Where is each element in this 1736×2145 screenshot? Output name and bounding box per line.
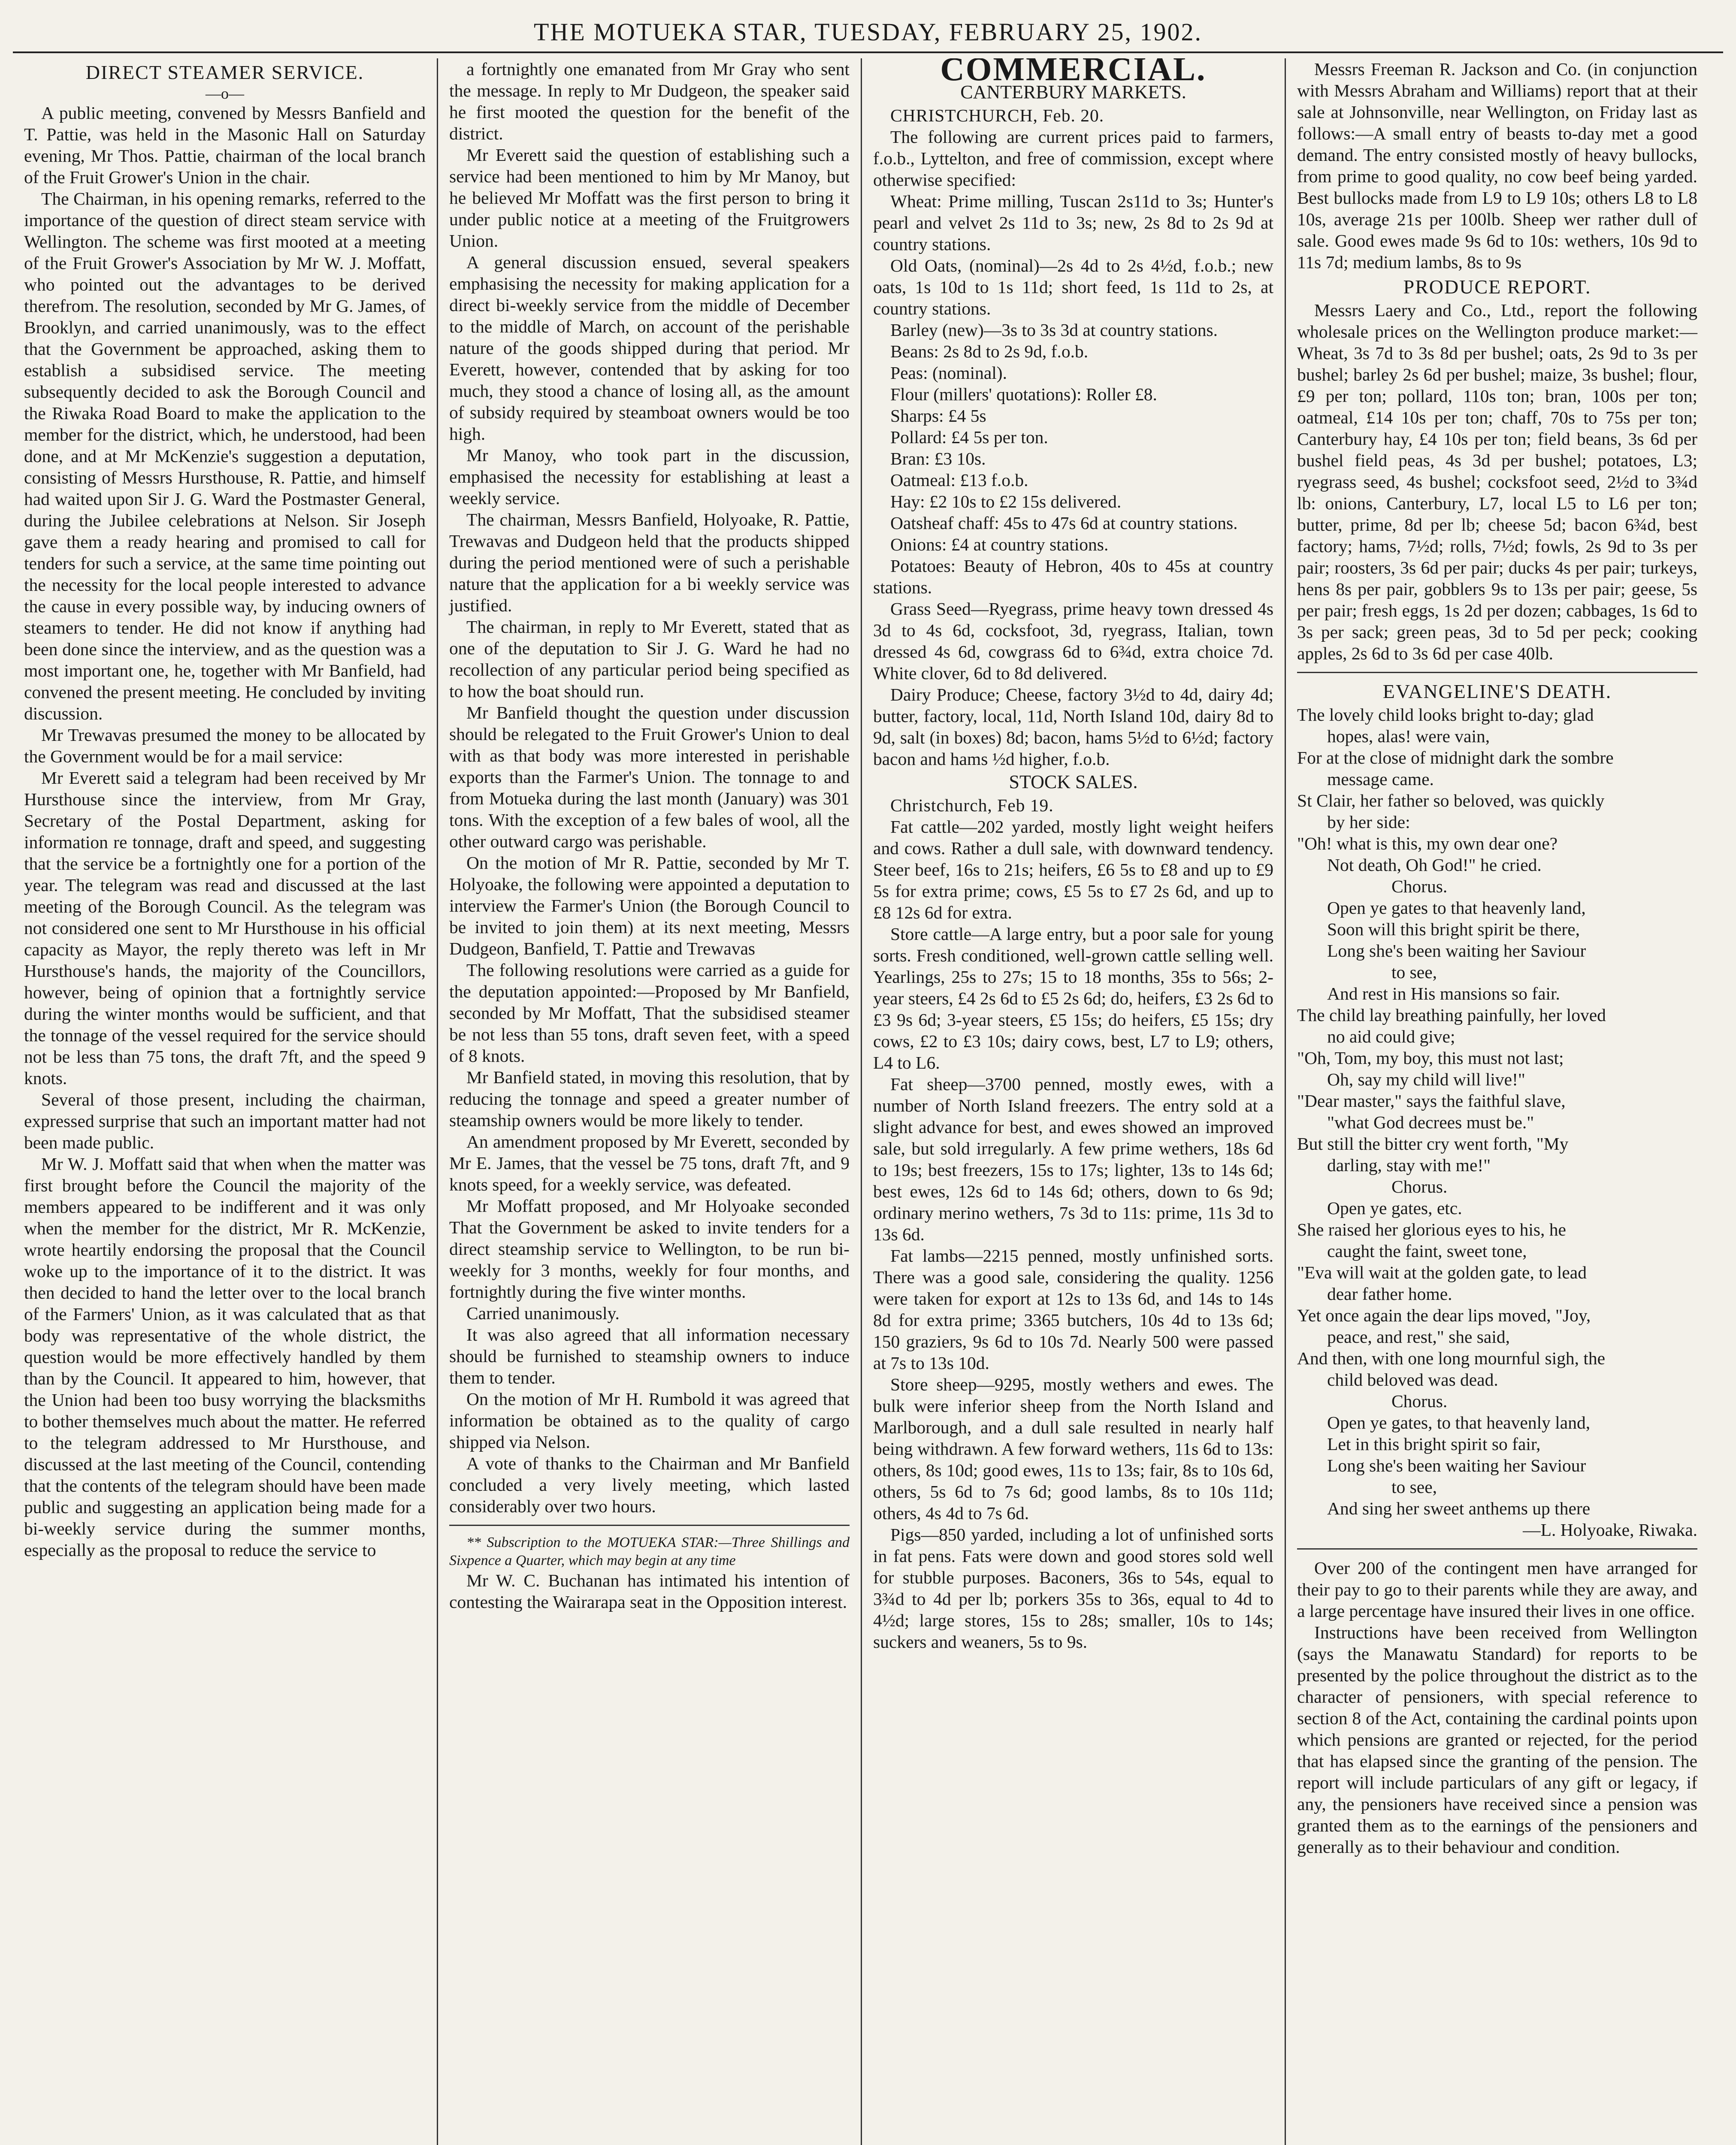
stock-sales-heading: STOCK SALES. bbox=[1009, 771, 1138, 792]
poem-line: Soon will this bright spirit be there, bbox=[1327, 919, 1580, 939]
poem-line: Yet once again the dear lips moved, "Joy, bbox=[1297, 1305, 1591, 1325]
ornament: —o— bbox=[206, 85, 244, 102]
paragraph: Peas: (nominal). bbox=[890, 363, 1007, 383]
divider bbox=[1297, 672, 1697, 673]
paragraph: A vote of thanks to the Chairman and Mr Banfield concluded a very lively meeting, which lasted considerably over two hours. bbox=[449, 1453, 850, 1516]
commercial-heading: COMMERCIAL. bbox=[940, 58, 1207, 88]
poem-line: caught the faint, sweet tone, bbox=[1327, 1241, 1527, 1261]
paragraph: Grass Seed—Ryegrass, prime heavy town dressed 4s 3d to 4s 6d, cocksfoot, 3d, ryegrass, Italian, town dressed 4s 6d, cowgrass 6d to 6¾d, extra choice 7d. White clover, 6d to 8d delivered. bbox=[873, 599, 1273, 683]
poem-line: And then, with one long mournful sigh, the bbox=[1297, 1348, 1606, 1368]
market-prices bbox=[873, 126, 1273, 770]
poem-line: Long she's been waiting her Saviour bbox=[1327, 941, 1586, 961]
paragraph: On the motion of Mr R. Pattie, seconded by Mr T. Holyoake, the following were appointed a deputation to interview the Farmer's Union (the Borough Council to be invited to join them) at its next meeting, Messrs Dudgeon, Banfield, T. Pattie and Trewavas bbox=[449, 853, 850, 958]
paragraph: Oatmeal: £13 f.o.b. bbox=[890, 470, 1028, 490]
paragraph: Mr Banfield thought the question under discussion should be relegated to the Fruit Grower's Union to deal with as that body was more interested in perishable exports than the Farmer's Union. The tonnage to and from Motueka during the last month (January) was 301 tons. With the exception of a few bales of wool, all the other outward cargo was perishable. bbox=[449, 703, 850, 851]
poem-line: Open ye gates, etc. bbox=[1327, 1198, 1462, 1218]
poem-line: Open ye gates to that heavenly land, bbox=[1327, 898, 1586, 918]
contingent-paragraph: Over 200 of the contingent men have arranged for their pay to go to their parents while they are away, and a large percentage have insured their lives in one office. bbox=[1297, 1558, 1697, 1621]
poem-line: "Oh, Tom, my boy, this must not last; bbox=[1297, 1048, 1564, 1068]
paragraph: The following resolutions were carried as a guide for the deputation appointed:—Proposed by Mr Banfield, seconded by Mr Moffatt, That the subsidised steamer be not less than 55 tons, draft seven feet, with a speed of 8 knots. bbox=[449, 960, 850, 1066]
paragraph: a fortnightly one emanated from Mr Gray who sent the message. In reply to Mr Dudgeon, the speaker said he first mooted the question for the benefit of the district. bbox=[449, 59, 850, 143]
paragraph: Mr Everett said a telegram had been received by Mr Hursthouse since the interview, from Mr Gray, Secretary of the Postal Department, asking for information re tonnage, draft and speed, and suggesting that the service be a fortnightly one for a portion of the year. The telegram was read and discussed at the last meeting of the Borough Council. As the telegram was not considered one sent to Mr Hursthouse in his official capacity as Mayor, the reply thereto was left in Mr Hursthouse's hands, the majority of the Councillors, however, being of opinion that a fortnightly service during the winter months would be sufficient, and that the tonnage of the vessel required for the service should not be less than 75 tons, the draft 7ft, and the speed 9 knots. bbox=[24, 768, 426, 1088]
paragraph: Oatsheaf chaff: 45s to 47s 6d at country stations. bbox=[890, 513, 1238, 533]
paragraph: A general discussion ensued, several speakers emphasising the necessity for making application for a direct bi-weekly service from the middle of December to the middle of March, on account of the perishable nature of the goods shipped during that period. Mr Everett, however, contended that by asking for too much, they stood a chance of losing all, as the amount of subsidy required by steamboat owners would be too high. bbox=[449, 252, 850, 444]
paragraph: An amendment proposed by Mr Everett, seconded by Mr E. James, that the vessel be 75 tons, draft 7ft, and 9 knots speed, for a weekly service, was defeated. bbox=[449, 1132, 850, 1194]
poem-line: But still the bitter cry went forth, "My bbox=[1297, 1134, 1569, 1154]
poem-line: to see, bbox=[1391, 1477, 1437, 1497]
paragraph: Store sheep—9295, mostly wethers and ewes. The bulk were inferior sheep from the North Island and Marlborough, and a dull sale resulted in nearly half being withdrawn. A few forward wethers, 11s 6d to 13s: others, 8s 10d; good ewes, 11s to 13s; fair, 8s to 10s 6d, others, 5s 6d to 7s 6d; good lambs, 8s to 10s 11d; others, 4s 4d to 7s 6d. bbox=[873, 1375, 1273, 1523]
poem-line: Chorus. bbox=[1391, 1177, 1448, 1196]
poem-line: Chorus. bbox=[1391, 876, 1448, 896]
poem-line: "Dear master," says the faithful slave, bbox=[1297, 1091, 1566, 1111]
paragraph: Mr Moffatt proposed, and Mr Holyoake seconded That the Government be asked to invite tenders for a direct steamship service to Wellington, to be run bi-weekly for 3 months, weekly for four months, and fortnightly during the five winter months. bbox=[449, 1196, 850, 1302]
paragraph: Pigs—850 yarded, including a lot of unfinished sorts in fat pens. Fats were down and good stores sold well for stubble purposes. Baconers, 36s to 54s, equal to 3¾d to 4d per lb; porkers 35s to 36s, equal to 4d to 4½d; large stores, 15s to 28s; smaller, 10s to 14s; suckers and weaners, 5s to 9s. bbox=[873, 1525, 1273, 1652]
paragraph: Mr Everett said the question of establishing such a service had been mentioned to him by Mr Manoy, but he believed Mr Moffatt was the first person to bring it under public notice at a meeting of the Fruitgrowers Union. bbox=[449, 145, 850, 251]
paragraph: Mr Manoy, who took part in the discussion, emphasised the necessity for establishing at least a weekly service. bbox=[449, 445, 850, 508]
dateline-stock: Christchurch, Feb 19. bbox=[890, 795, 1054, 815]
paragraph: Wheat: Prime milling, Tuscan 2s11d to 3s; Hunter's pearl and velvet 2s 11d to 3s; new, 2s 8d to 2s 9d at country stations. bbox=[873, 191, 1273, 254]
paragraph: Mr W. J. Moffatt said that when when the matter was first brought before the Council the majority of the members appeared to be indifferent and it was only when the member for the district, Mr R. McKenzie, wrote heartily endorsing the proposal that the Council woke up to the importance of it to the district. It was then decided to hand the letter over to the local branch of the Farmers' Union, as it was calculated that as that body was representative of the whole district, the question would be more effectively handled by them than by the Council. It appeared to him, however, that the Union had been too busy worrying the blacksmiths to bother themselves much about the matter. He referred to the telegram addressed to Mr Hursthouse, and discussed at the last meeting of the Council, contending that the contents of the telegram should have been made public and suggesting an application being made for a bi-weekly service during the summer months, especially as the proposal to reduce the service to bbox=[24, 1154, 426, 1560]
poem-line: to see, bbox=[1391, 962, 1437, 982]
paragraph: Onions: £4 at country stations. bbox=[890, 535, 1109, 554]
divider bbox=[1297, 1548, 1697, 1550]
poem-line: And rest in His mansions so fair. bbox=[1327, 984, 1560, 1003]
columns bbox=[13, 58, 1723, 2145]
poem-line: no aid could give; bbox=[1327, 1027, 1455, 1046]
poem-line: Let in this bright spirit so fair, bbox=[1327, 1434, 1541, 1454]
divider bbox=[449, 1525, 850, 1526]
poem-line: dear father home. bbox=[1327, 1284, 1452, 1304]
column-2 bbox=[437, 58, 861, 2145]
poem-line: "Oh! what is this, my own dear one? bbox=[1297, 834, 1558, 853]
steamer-article bbox=[24, 102, 426, 1561]
column-1 bbox=[13, 58, 437, 2145]
poem-line: —L. Holyoake, Riwaka. bbox=[1523, 1520, 1697, 1540]
poem-line: And sing her sweet anthems up there bbox=[1327, 1498, 1591, 1518]
poem-line: Chorus. bbox=[1391, 1391, 1448, 1411]
column-4 bbox=[1285, 58, 1709, 2145]
paragraph: Beans: 2s 8d to 2s 9d, f.o.b. bbox=[890, 341, 1089, 361]
buchanan-paragraph: Mr W. C. Buchanan has intimated his intention of contesting the Wairarapa seat in the Opposition interest. bbox=[449, 1571, 850, 1612]
paragraph: Hay: £2 10s to £2 15s delivered. bbox=[890, 492, 1122, 511]
paragraph: Mr Banfield stated, in moving this resolution, that by reducing the tonnage and speed a greater number of steamship owners would be more likely to tender. bbox=[449, 1067, 850, 1130]
produce-paragraph: Messrs Laery and Co., Ltd., report the following wholesale prices on the Wellington produce market:—Wheat, 3s 7d to 3s 8d per bushel; oats, 2s 9d to 3s per bushel; barley 2s 6d per bushel; maize, 3s bushel; flour, £9 per ton; pollard, 110s ton; bran, 100s per ton; oatmeal, £14 10s per ton; chaff, 70s to 75s per ton; Canterbury hay, £4 10s per ton; field beans, 3s 6d per bushel field peas, 4s 3d per bushel; potatoes, L3; ryegrass seed, 4s bushel; cocksfoot seed, 2½d to 3¾d lb: onions, Canterbury, L7, local L5 to L6 per ton; butter, prime, 8d per lb; cheese 5d; bacon 6¾d, best factory; hams, 7½d; rolls, 7½d; fowls, 2s 9d to 3s per pair; roosters, 3s 6d per pair; ducks 4s per pair; turkeys, hens 8s per pair, gobblers 9s to 13s per pair; geese, 5s per pair; fresh eggs, 1s 2d per dozen; cabbages, 1s 6d to 3s per sack; green peas, 3d to 5d per peck; cooking apples, 2s 6d to 3s 6d per case 40lb. bbox=[1297, 300, 1697, 663]
paragraph: The chairman, in reply to Mr Everett, stated that as one of the deputation to Sir J. G. Ward he had no recollection of any particular period being specified as to how the boat should run. bbox=[449, 617, 850, 701]
masthead: THE MOTUEKA STAR, TUESDAY, FEBRUARY 25, 1902. bbox=[13, 13, 1723, 53]
poem-line: The lovely child looks bright to-day; glad bbox=[1297, 705, 1594, 725]
steamer-article-continued bbox=[449, 58, 850, 1517]
paragraph: Store cattle—A large entry, but a poor sale for young sorts. Fresh conditioned, well-grown cattle selling well. Yearlings, 25s to 27s; 15 to 18 months, 35s to 56s; 2-year steers, £4 2s 6d to £5 2s 6d; do, heifers, £3 2s 6d to £3 9s 6d; 3-year steers, £5 15s; do heifers, £5 15s; dry cows, £2 to £3 10s; dairy cows, best, L7 to L9; others, L4 to L6. bbox=[873, 924, 1273, 1072]
paragraph: Old Oats, (nominal)—2s 4d to 2s 4½d, f.o.b.; new oats, 1s 10d to 1s 11d; short feed, 1s 11d to 2s, at country stations. bbox=[873, 256, 1273, 318]
poem-line: hopes, alas! were vain, bbox=[1327, 726, 1490, 746]
paragraph: Fat lambs—2215 penned, mostly unfinished sorts. There was a good sale, considering the quality. 1256 were taken for export at 12s to 13s 6d, and 14s to 14s 8d for extra prime; 3365 butchers, 10s 4d to 13s 6d; 150 graziers, 9s 6d to 10s 7d. Nearly 500 were passed at 7s to 13s 10d. bbox=[873, 1246, 1273, 1373]
poem-line: St Clair, her father so beloved, was quickly bbox=[1297, 791, 1605, 810]
subscription-notice: ** Subscription to the MOTUEKA STAR:—Three Shillings and Sixpence a Quarter, which may begin at any time bbox=[449, 1535, 850, 1568]
paragraph: Fat sheep—3700 penned, mostly ewes, with a number of North Island freezers. The entry sold at a slight advance for best, and ewes showed an improved sale, but sold irregularly. A few prime wethers, 18s 6d to 19s; best freezers, 15s to 17s; lighter, 13s to 14s 6d; best ewes, 12s 6d to 14s 6d; others, down to 6s 9d; ordinary merino wethers, 7s 3d to 11s: prime, 11s 3d to 13s 6d. bbox=[873, 1074, 1273, 1244]
paragraph: Bran: £3 10s. bbox=[890, 449, 986, 468]
poem-line: Oh, say my child will live!" bbox=[1327, 1069, 1525, 1089]
paragraph: Several of those present, including the chairman, expressed surprise that such an important matter had not been made public. bbox=[24, 1090, 426, 1152]
poem-line: child beloved was dead. bbox=[1327, 1370, 1498, 1390]
poem-line: Not death, Oh God!" he cried. bbox=[1327, 855, 1542, 875]
stock-sales bbox=[873, 816, 1273, 1653]
column-3 bbox=[861, 58, 1285, 2145]
poem-line: "what God decrees must be." bbox=[1327, 1112, 1534, 1132]
paragraph: The chairman, Messrs Banfield, Holyoake, R. Pattie, Trewavas and Dudgeon held that the products shipped during the period mentioned were of such a perishable nature that the application for a bi weekly service was justified. bbox=[449, 510, 850, 615]
paragraph: Potatoes: Beauty of Hebron, 40s to 45s at country stations. bbox=[873, 556, 1273, 597]
produce-heading: PRODUCE REPORT. bbox=[1403, 276, 1591, 298]
paragraph: Barley (new)—3s to 3s 3d at country stations. bbox=[890, 320, 1218, 340]
poem-line: darling, stay with me!" bbox=[1327, 1155, 1491, 1175]
paragraph: The Chairman, in his opening remarks, referred to the importance of the question of direct steam service with Wellington. The scheme was first mooted at a meeting of the Fruit Grower's Association by Mr W. J. Moffatt, who pointed out the advantages to be derived therefrom. The resolution, seconded by Mr G. James, of Brooklyn, and carried unanimously, was to the effect that the Government be approached, asking them to establish a subsidised service. The meeting subsequently decided to ask the Borough Council and the Riwaka Road Board to make the application to the member for the district, which, he understood, had been done, and at Mr McKenzie's suggestion a deputation, consisting of Messrs Hursthouse, R. Pattie, and himself had waited upon Sir J. G. Ward the Postmaster General, during the Jubilee celebrations at Nelson. Sir Joseph gave them a ready hearing and promised to call for tenders for such a service, at the same time pointing out the necessity for the local people interested to advance the cause in every possible way, by inducing owners of steamers to tender. He did not know if anything had been done since the interview, and as the question was a most important one, he, together with Mr Banfield, had convened the present meeting. He concluded by inviting discussion. bbox=[24, 189, 426, 723]
pensions-paragraph: Instructions have been received from Wellington (says the Manawatu Standard) for reports to be presented by the police throughout the district as to the character of pensioners, with special reference to section 8 of the Act, containing the cardinal points upon which pensions are granted or rejected, for the period that has elapsed since the granting of the pension. The report will include particulars of any gift or legacy, if any, the pensioners have received since a pension was granted them as to the earnings of the pensioners and generally as to their behaviour and condition. bbox=[1297, 1622, 1697, 1857]
poem-line: For at the close of midnight dark the sombre bbox=[1297, 748, 1614, 767]
paragraph: Sharps: £4 5s bbox=[890, 406, 986, 426]
poem-line: Open ye gates, to that heavenly land, bbox=[1327, 1413, 1591, 1432]
dateline-christchurch: CHRISTCHURCH, Feb. 20. bbox=[890, 106, 1104, 125]
paragraph: Carried unanimously. bbox=[466, 1303, 620, 1323]
poem bbox=[1297, 704, 1697, 1541]
paragraph: Dairy Produce; Cheese, factory 3½d to 4d, dairy 4d; butter, factory, local, 11d, North Island 10d, dairy 8d to 9d, salt (in boxes) 8d; bacon, hams 5½d to 6½d; factory bacon and hams ½d higher, f.o.b. bbox=[873, 685, 1273, 769]
poem-line: "Eva will wait at the golden gate, to lead bbox=[1297, 1263, 1587, 1282]
poem-line: Long she's been waiting her Saviour bbox=[1327, 1456, 1586, 1475]
poem-line: message came. bbox=[1327, 769, 1434, 789]
poem-line: peace, and rest," she said, bbox=[1327, 1327, 1510, 1347]
paragraph: A public meeting, convened by Messrs Banfield and T. Pattie, was held in the Masonic Hall on Saturday evening, Mr Thos. Pattie, chairman of the local branch of the Fruit Grower's Union in the chair. bbox=[24, 103, 426, 187]
poem-line: by her side: bbox=[1327, 812, 1410, 832]
paragraph: Pollard: £4 5s per ton. bbox=[890, 427, 1048, 447]
paragraph: The following are current prices paid to farmers, f.o.b., Lyttelton, and free of commission, except where otherwise specified: bbox=[873, 127, 1273, 190]
steamer-heading: DIRECT STEAMER SERVICE. bbox=[85, 61, 364, 83]
paragraph: Flour (millers' quotations): Roller £8. bbox=[890, 384, 1157, 404]
poem-line: The child lay breathing painfully, her loved bbox=[1297, 1005, 1606, 1025]
paragraph: On the motion of Mr H. Rumbold it was agreed that information be obtained as to the quality of cargo shipped via Nelson. bbox=[449, 1389, 850, 1452]
poem-line: She raised her glorious eyes to his, he bbox=[1297, 1220, 1566, 1239]
paragraph: Mr Trewavas presumed the money to be allocated by the Government would be for a mail service: bbox=[24, 725, 426, 766]
wellington-sale-paragraph: Messrs Freeman R. Jackson and Co. (in conjunction with Messrs Abraham and Williams) report that at their sale at Johnsonville, near Wellington, on Friday last as follows:—A small entry of beasts to-day met a good demand. The entry consisted mostly of heavy bullocks, from prime to good quality, no cow beef being yarded. Best bullocks made from L9 to L9 10s; others L8 to L8 10s, average 21s per 100lb. Sheep wer rather dull of sale. Good ewes made 9s 6d to 10s: wethers, 10s 9d to 11s 7d; medium lambs, 8s to 9s bbox=[1297, 59, 1697, 272]
poem-heading: EVANGELINE'S DEATH. bbox=[1382, 680, 1612, 702]
canterbury-markets-heading: CANTERBURY MARKETS. bbox=[960, 82, 1186, 103]
paragraph: It was also agreed that all information necessary should be furnished to steamship owners to induce them to tender. bbox=[449, 1325, 850, 1387]
paragraph: Fat cattle—202 yarded, mostly light weight heifers and cows. Rather a dull sale, with downward tendency. Steer beef, 16s to 21s; heifers, £6 5s to £8 and up to £9 5s for extra prime; cows, £5 5s to £7 2s 6d, and up to £8 12s 6d for extra. bbox=[873, 817, 1273, 922]
